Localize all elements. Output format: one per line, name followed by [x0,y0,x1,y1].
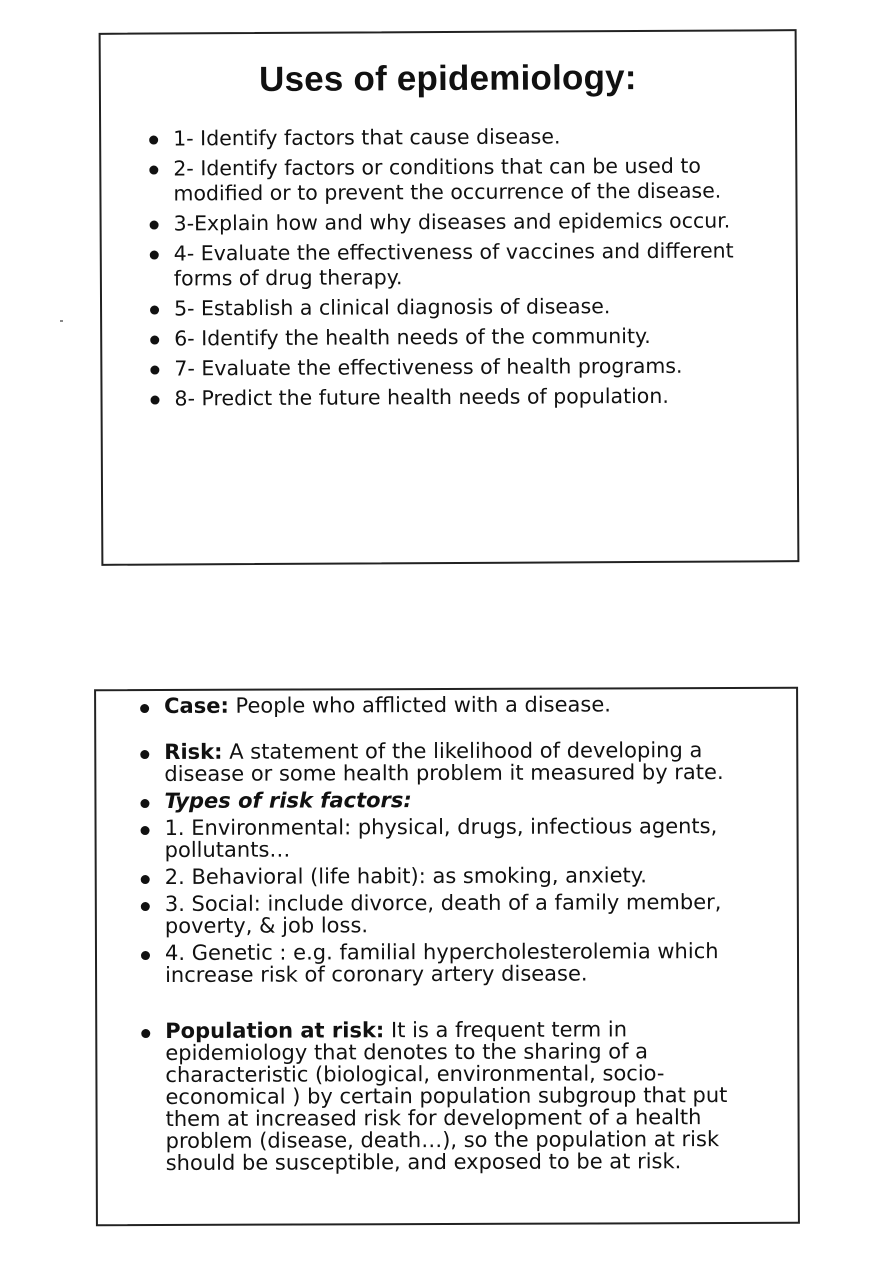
types-heading [136,788,736,812]
bullet-icon [141,902,150,911]
bullet-icon [140,799,149,808]
slide-uses-of-epidemiology [99,29,800,566]
list-item-text: 3-Explain how and why diseases and epidemics occur. [173,208,731,236]
types-heading-text: Types of risk factors: [164,788,412,813]
list-item [146,293,746,321]
list-item-text: 7- Evaluate the effectiveness of health programs. [174,353,683,381]
list-item [145,153,745,206]
factor-text: 3. Social: include divorce, death of a family member, poverty, & job loss. [164,890,722,938]
factor-text: 4. Genetic : e.g. familial hypercholesterolemia which increase risk of coronary artery disease. [164,939,719,987]
list-item [137,864,737,888]
bullet-icon [151,396,160,405]
list-item-text: 2- Identify factors or conditions that can be used to modified or to prevent the occurrence of the disease. [173,153,722,206]
bullet-icon [141,951,150,960]
slide-title: Uses of epidemiology: [258,58,637,99]
risk-definition [136,739,736,785]
bullet-icon [141,1029,150,1038]
list-item [137,891,737,937]
list-item [145,123,745,151]
bullet-icon [150,221,159,230]
population-text: It is a frequent term in epidemiology that denotes to the sharing of a characteristic (biological, environmental, socio-economical ) by certain population subgroup that put them at increased risk for development of a health problem (disease, death…), so the population at risk should be susceptible, and exposed to be at risk. [165,1017,728,1175]
uses-list [145,123,747,416]
factor-text: 1. Environmental: physical, drugs, infectious agents, pollutants… [164,814,718,862]
bullet-icon [150,336,159,345]
population-definition [137,1018,738,1174]
bullet-icon [141,826,150,835]
list-item-text: 8- Predict the future health needs of population. [174,383,669,411]
case-definition [136,693,736,717]
slide-risk-definitions [94,687,800,1226]
list-item-text: 6- Identify the health needs of the community. [174,323,651,351]
list-item [137,940,737,986]
list-item-text: 5- Establish a clinical diagnosis of disease. [173,294,611,321]
population-term: Population at risk: [165,1018,385,1043]
bullet-icon [149,166,158,175]
bullet-icon [141,875,150,884]
list-item [146,208,746,236]
bullet-icon [140,750,149,759]
bullet-icon [150,366,159,375]
list-item [146,353,746,381]
bullet-icon [150,306,159,315]
case-term: Case: [164,693,229,718]
bullet-icon [149,136,158,145]
case-text: People who afflicted with a disease. [228,692,611,718]
list-item [137,815,737,861]
scan-mark [60,320,63,322]
definitions-list [136,693,738,1174]
list-item-text: 1- Identify factors that cause disease. [173,124,561,151]
bullet-icon [150,251,159,260]
factor-text: 2. Behavioral (life habit): as smoking, anxiety. [164,863,647,889]
list-item [146,238,746,291]
risk-term: Risk: [164,739,223,764]
list-item-text: 4- Evaluate the effectiveness of vaccines and different forms of drug therapy. [173,238,734,291]
list-item [146,323,746,351]
list-item [146,383,746,411]
bullet-icon [140,704,149,713]
risk-text: A statement of the likelihood of developing a disease or some health problem it measured by rate. [164,738,724,786]
